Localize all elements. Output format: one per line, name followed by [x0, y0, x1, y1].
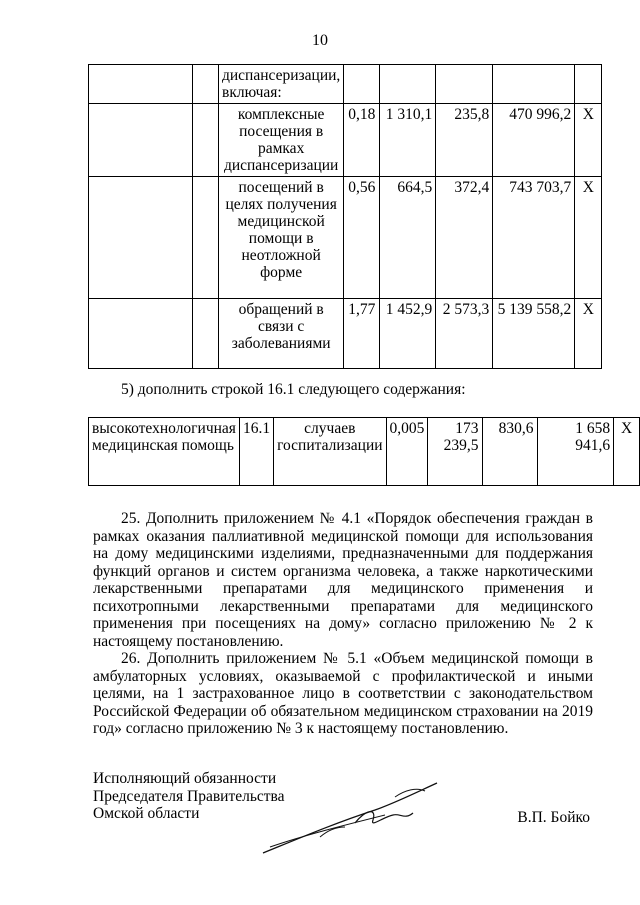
cost-cell: 173 239,5 — [428, 418, 482, 486]
per-capita-cell — [436, 65, 493, 104]
empty-cell — [193, 104, 219, 177]
per-capita-cell: 235,8 — [436, 104, 493, 177]
total-cell: 470 996,2 — [493, 104, 575, 177]
norm-cell: 0,56 — [344, 177, 380, 299]
table-row — [89, 299, 602, 369]
cost-cell: 1 310,1 — [380, 104, 436, 177]
cost-cell: 1 452,9 — [380, 299, 436, 369]
empty-cell — [193, 65, 219, 104]
cost-cell: 664,5 — [380, 177, 436, 299]
per-capita-cell: 372,4 — [436, 177, 493, 299]
mark-cell: Х — [614, 418, 640, 486]
empty-cell — [193, 299, 219, 369]
row-label: комплексные посещения в рамках диспансеризации — [219, 104, 344, 177]
norm-cell: 0,18 — [344, 104, 380, 177]
cost-cell — [380, 65, 436, 104]
norm-cell — [344, 65, 380, 104]
mark-cell: Х — [575, 299, 602, 369]
row-label: обращений в связи с заболеваниями — [219, 299, 344, 369]
amendment-5-text: 5) дополнить строкой 16.1 следующего содержания: — [121, 381, 466, 398]
new-row-16-1-table — [88, 417, 640, 486]
empty-cell — [89, 104, 193, 177]
empty-cell — [89, 65, 193, 104]
mark-cell: Х — [575, 177, 602, 299]
row-label: диспансеризации, включая: — [219, 65, 344, 104]
table-row — [89, 65, 602, 104]
table-row — [89, 418, 640, 486]
care-type-cell: высокотехнологичная медицинская помощь — [89, 418, 240, 486]
row-label: посещений в целях получения медицинской помощи в неотложной форме — [219, 177, 344, 299]
row-number-cell: 16.1 — [239, 418, 273, 486]
signatory-line-3: Омской области — [93, 805, 200, 822]
table-row — [89, 177, 602, 299]
mark-cell: Х — [575, 104, 602, 177]
unit-cell: случаев госпитализации — [274, 418, 386, 486]
empty-cell — [89, 299, 193, 369]
mark-cell — [575, 65, 602, 104]
handwritten-signature — [255, 765, 455, 860]
paragraph-25: 25. Дополнить приложением № 4.1 «Порядок обеспечения граждан в рамках оказания паллиативной медицинской помощи для использования на дому медицинскими изделиями, предназначенными для поддержания функций органов и систем организма человека, а также наркотическими лекарственными препаратами для медицинского применения и психотропными лекарственными препаратами для медицинского применения при посещениях на дому» согласно приложению № 2 к настоящему постановлению. — [93, 510, 593, 650]
signatory-line-2: Председателя Правительства — [93, 787, 285, 805]
paragraph-26: 26. Дополнить приложением № 5.1 «Объем медицинской помощи в амбулаторных условиях, оказываемой с профилактической и иными целями, на 1 застрахованное лицо в соответствии с законодательством Российской Федерации об обязательном медицинском страховании на 2019 год» согласно приложению № 3 к настоящему постановлению. — [93, 650, 593, 737]
norm-cell: 1,77 — [344, 299, 380, 369]
total-cell: 1 658 941,6 — [537, 418, 614, 486]
empty-cell — [89, 177, 193, 299]
page-number: 10 — [312, 32, 328, 49]
norm-cell: 0,005 — [386, 418, 428, 486]
per-capita-cell: 830,6 — [482, 418, 537, 486]
total-cell — [493, 65, 575, 104]
signatory-line-1: Исполняющий обязанности — [93, 770, 277, 787]
empty-cell — [193, 177, 219, 299]
indicators-table-continuation — [88, 64, 602, 369]
table-row — [89, 104, 602, 177]
signatory-name: В.П. Бойко — [517, 809, 590, 826]
per-capita-cell: 2 573,3 — [436, 299, 493, 369]
total-cell: 5 139 558,2 — [493, 299, 575, 369]
total-cell: 743 703,7 — [493, 177, 575, 299]
